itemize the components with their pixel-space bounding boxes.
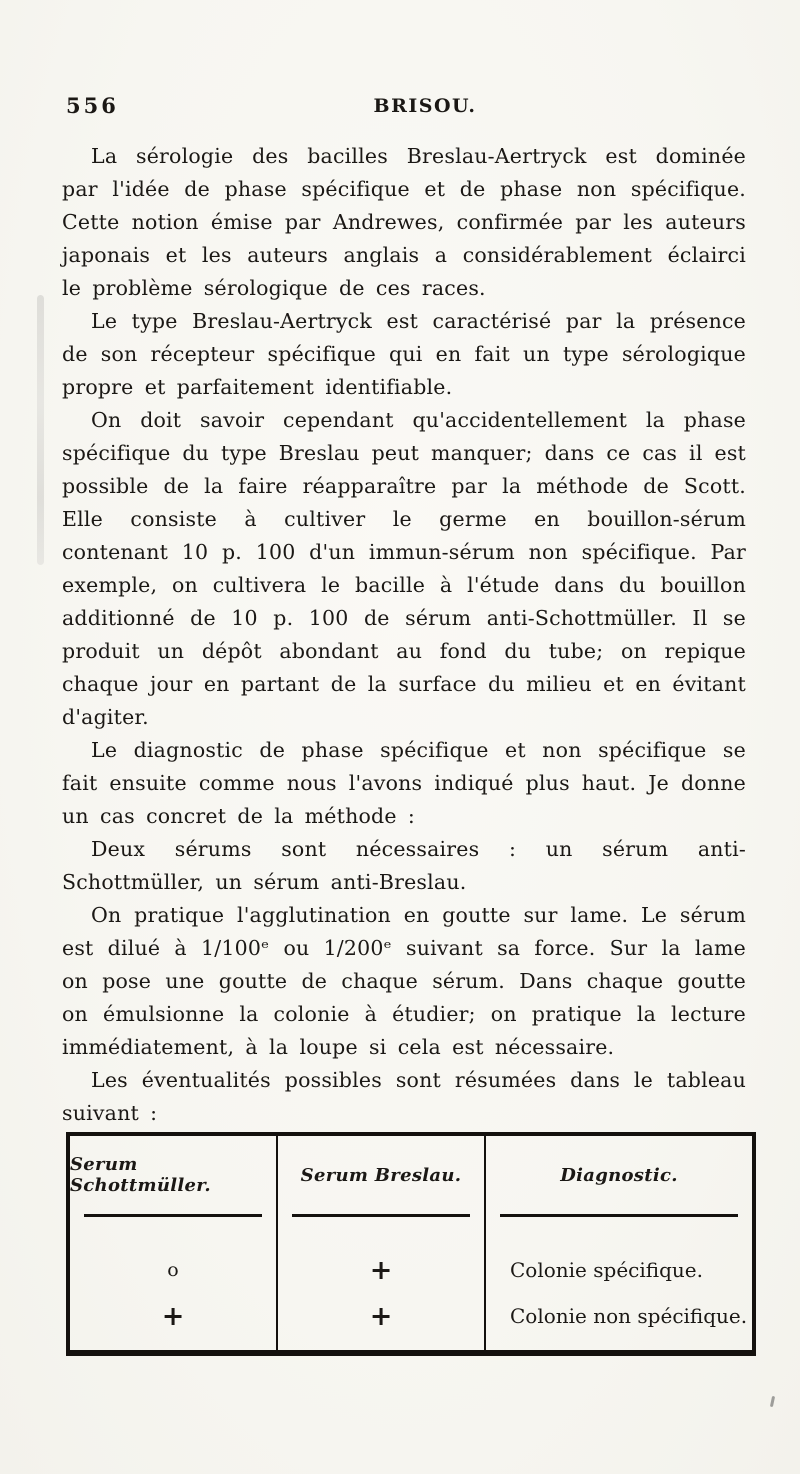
- table-cell-r1-diagnostic: Colonie spécifique.: [510, 1258, 703, 1282]
- table-cell-r1-breslau: +: [369, 1254, 393, 1286]
- paragraph-type-breslau: Le type Breslau-Aertryck est caractérisé par la présence de son récepteur spécifique qui en fait un type sérologique propre et parfaitement identifiable.: [62, 309, 746, 399]
- table-cell-r2-breslau: +: [369, 1300, 393, 1332]
- scan-edge-smudge: [37, 295, 44, 565]
- column-header-diagnostic: Diagnostic.: [560, 1164, 678, 1186]
- paragraph-diagnostic: Le diagnostic de phase spécifique et non spécifique se fait ensuite comme nous l'avons indiqué plus haut. Je donne un cas concret de la méthode :: [62, 738, 746, 828]
- column-header-serum-breslau: Serum Breslau.: [300, 1164, 462, 1186]
- table-column-serum-breslau: [276, 1136, 484, 1350]
- running-title: BRISOU.: [373, 95, 477, 117]
- header-rule: [500, 1214, 738, 1217]
- header-rule: [292, 1214, 470, 1217]
- table-cell-r2-schottmuller: +: [161, 1300, 185, 1332]
- paragraph-deux-serums: Deux sérums sont nécessaires : un sérum anti-Schottmüller, un sérum anti-Breslau.: [62, 837, 746, 894]
- paragraph-serologie: La sérologie des bacilles Breslau-Aertryck est dominée par l'idée de phase spécifique et de phase non spécifique. Cette notion émise par Andrewes, confirmée par les auteurs japonais et les auteurs anglais a considérablement éclairci le problème sérologique de ces races.: [62, 144, 746, 300]
- paragraph-agglutination: On pratique l'agglutination en goutte sur lame. Le sérum est dilué à 1/100ᵉ ou 1/200ᵉ suivant sa force. Sur la lame on pose une goutte de chaque sérum. Dans chaque goutte on émulsionne la colonie à étudier; on pratique la lecture immédiatement, à la loupe si cela est nécessaire.: [62, 903, 746, 1059]
- table-column-diagnostic: [484, 1136, 752, 1350]
- column-header-serum-schottmuller: Serum Schottmüller.: [70, 1154, 211, 1196]
- ink-speck: [770, 1396, 775, 1407]
- table-cell-r2-diagnostic: Colonie non spécifique.: [510, 1304, 748, 1328]
- paragraph-methode-scott: On doit savoir cependant qu'accidentellement la phase spécifique du type Breslau peut manquer; dans ce cas il est possible de la faire réapparaître par la méthode de Scott. Elle consiste à cultiver le germe en bouillon-sérum contenant 10 p. 100 d'un immun-sérum non spécifique. Par exemple, on cultivera le bacille à l'étude dans du bouillon additionné de 10 p. 100 de sérum anti-Schottmüller. Il se produit un dépôt abondant au fond du tube; on repique chaque jour en partant de la surface du milieu et en évitant d'agiter.: [62, 408, 746, 729]
- paragraph-tableau-intro: Les éventualités possibles sont résumées dans le tableau suivant :: [62, 1068, 746, 1125]
- table-cell-r1-schottmuller: o: [167, 1259, 179, 1281]
- header-rule: [84, 1214, 262, 1217]
- table-column-serum-schottmuller: [70, 1136, 276, 1350]
- body-text: [62, 140, 746, 1130]
- diagnostic-table: [66, 1132, 756, 1356]
- page-number: 556: [66, 93, 119, 118]
